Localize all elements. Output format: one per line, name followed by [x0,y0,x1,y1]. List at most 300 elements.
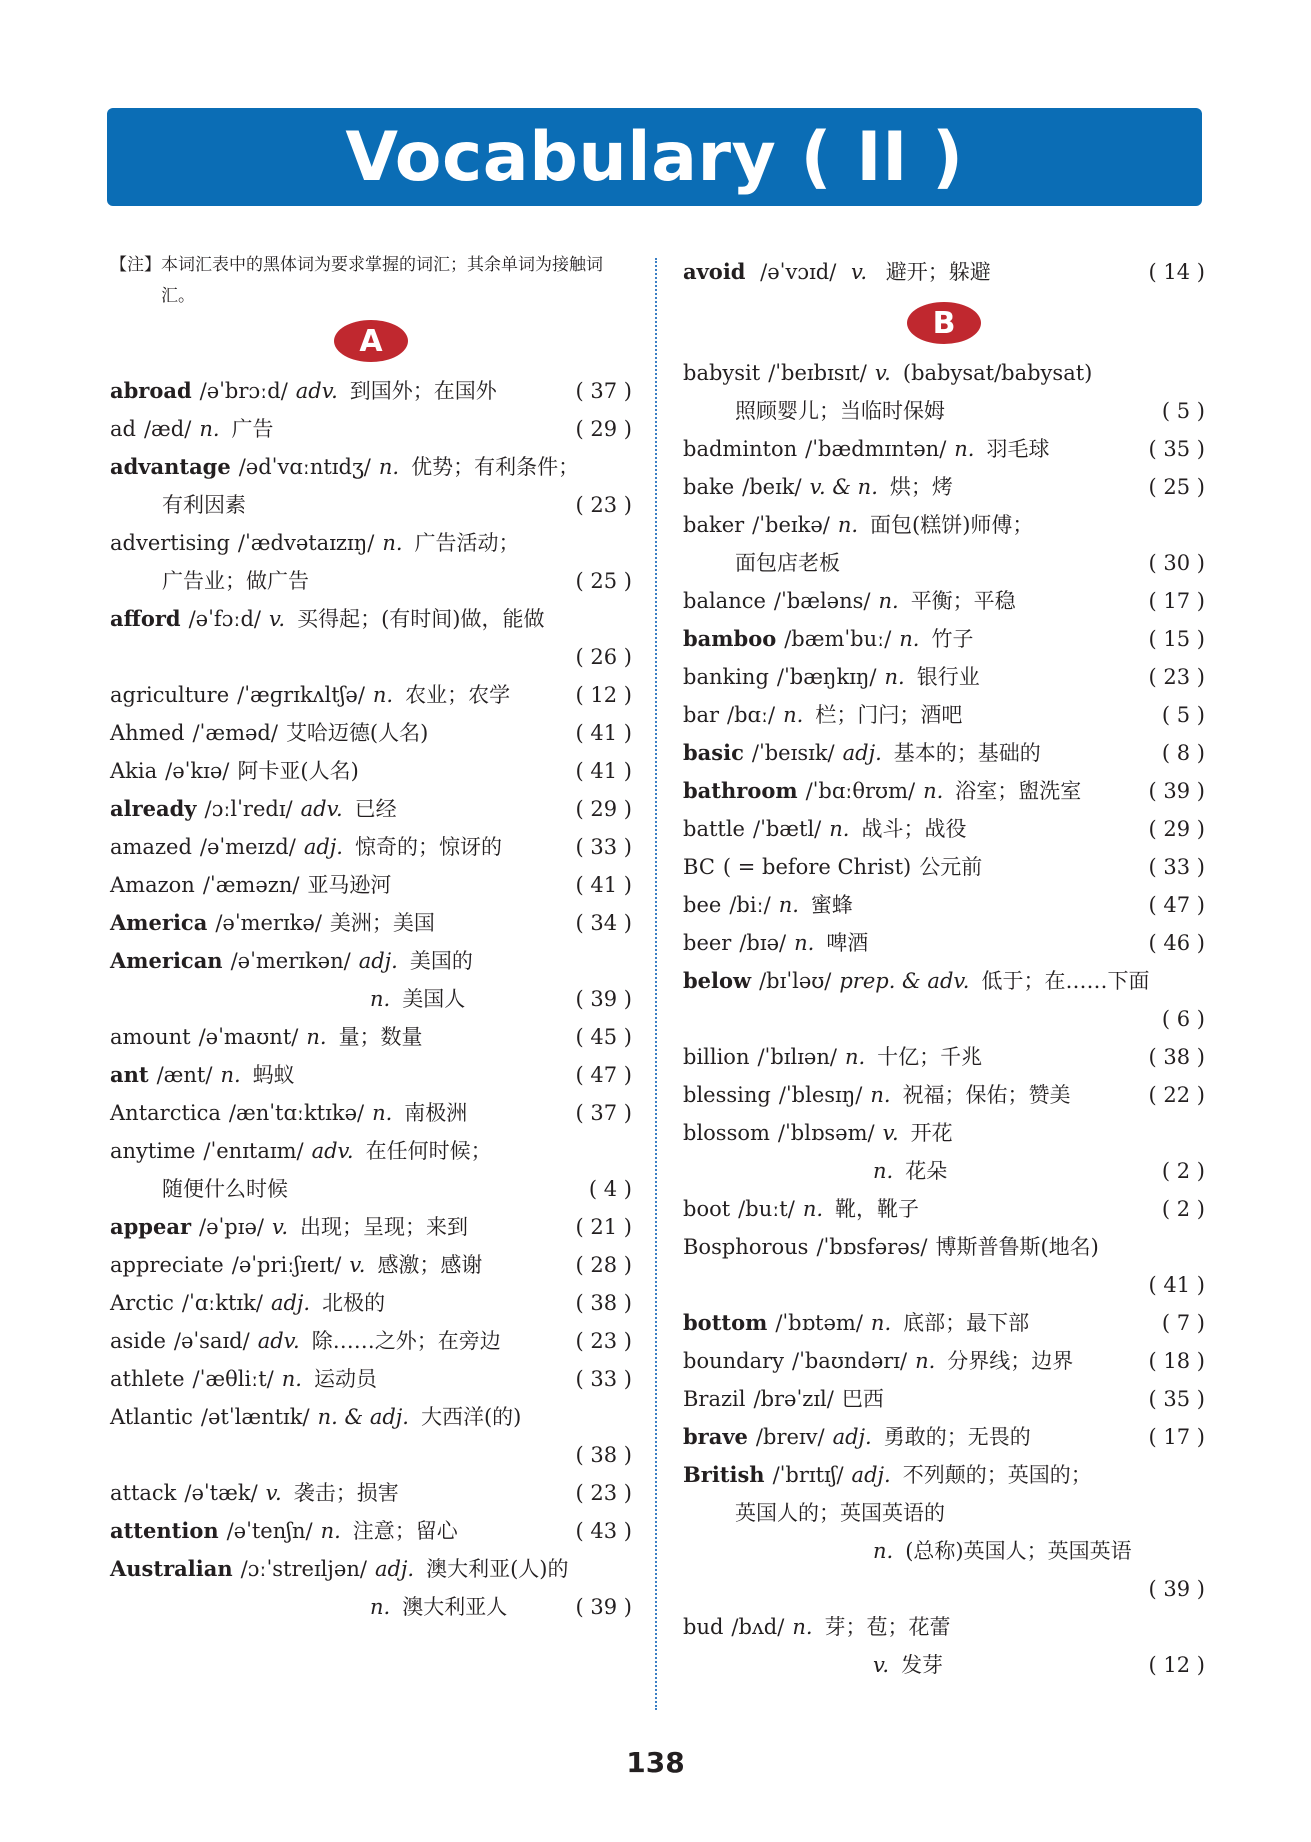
phonetic: /əˈpriːʃɪeɪt/ [231,1253,342,1277]
headword: Brazil [683,1387,746,1411]
meaning: 出现；呈现；来到 [300,1215,469,1239]
entry-line [110,524,632,562]
entry-content [110,980,560,1018]
entry-line [683,1038,1205,1076]
headword: bamboo [683,626,777,651]
meaning: 平衡；平稳 [910,589,1016,613]
entry-bake [683,468,1205,506]
meaning: 避开；躲避 [885,260,991,284]
meaning: 广告业；做广告 [162,569,309,593]
page-ref: ( 39 ) [1148,1577,1205,1601]
entry-content [110,866,560,904]
entry-content [683,1608,1133,1646]
entry-line [110,562,632,600]
entry-appreciate [110,1246,632,1284]
headword: aside [110,1329,166,1353]
headword: bathroom [683,778,798,803]
entry-advantage [110,448,632,524]
page-ref: ( 41 ) [575,721,632,745]
entry-line [110,448,632,486]
entry-line [110,600,632,638]
entry-content [110,600,560,638]
entry-content [110,1208,560,1246]
entry-line [683,1266,1205,1304]
entry-content [683,544,1133,582]
phonetic: /æd/ [143,417,192,441]
entry-below [683,962,1205,1038]
meaning: 澳大利亚人 [402,1595,508,1619]
entry-content [683,1152,1133,1190]
entry-afford [110,600,632,676]
entry-content [110,1056,560,1094]
entry-content [110,1094,560,1132]
meaning: 南极洲 [404,1101,468,1125]
entry-content [110,448,579,486]
entry-arctic [110,1284,632,1322]
headword: balance [683,589,766,613]
entry-bud [683,1608,1205,1684]
phonetic: /ænˈtɑːktɪkə/ [228,1101,365,1125]
page-ref: ( 47 ) [575,1063,632,1087]
entry-blessing [683,1076,1205,1114]
meaning: 博斯普鲁斯(地名) [935,1235,1099,1259]
entry-content [683,1494,1133,1532]
entry-ahmed [110,714,632,752]
part-of-speech: n. [792,1615,813,1639]
part-of-speech: n. [802,1197,824,1221]
page-ref: ( 47 ) [1148,893,1205,917]
part-of-speech: n. [923,779,944,803]
entry-content [683,924,1133,962]
part-of-speech: n. [878,589,899,613]
entry-content [110,1360,560,1398]
part-of-speech: v. [349,1253,366,1277]
entry-content [110,752,560,790]
meaning: 量；数量 [338,1025,423,1049]
part-of-speech: n. [370,1595,391,1619]
phonetic: /bʌd/ [731,1615,785,1639]
page-ref: ( 29 ) [1148,817,1205,841]
entry-line [110,790,632,828]
entry-content [110,676,560,714]
meaning: 注意；留心 [352,1519,458,1543]
entry-content [110,486,560,524]
part-of-speech: adj. [270,1291,311,1315]
entry-line [110,1094,632,1132]
part-of-speech: n. [372,683,394,707]
phonetic: /beɪk/ [742,475,802,499]
phonetic: /ˈbæləns/ [773,589,871,613]
entry-amount [110,1018,632,1056]
meaning: 分界线；边界 [947,1349,1074,1373]
part-of-speech: v. [265,1481,282,1505]
meaning: 艾哈迈德(人名) [285,721,429,745]
entry-line [683,1342,1205,1380]
entry-bosphorous [683,1228,1205,1304]
entry-blossom [683,1114,1205,1190]
entry-badminton [683,430,1205,468]
entry-content [683,1532,1133,1570]
meaning: 发芽 [901,1653,944,1677]
phonetic: /ˈbrɪtɪʃ/ [772,1463,844,1487]
entry-line [683,848,1205,886]
meaning: 到国外；在国外 [349,379,497,403]
phonetic: /əˈkɪə/ [165,759,230,783]
part-of-speech: v. [271,1215,289,1239]
headword: Arctic [110,1291,174,1315]
page-ref: ( 37 ) [575,379,632,403]
entry-brave [683,1418,1205,1456]
page-ref: ( 23 ) [575,493,632,517]
page-ref: ( 23 ) [575,1481,632,1505]
page-ref: ( 43 ) [575,1519,632,1543]
meaning: 低于；在……下面 [981,969,1150,993]
entry-content [683,1380,1133,1418]
entry-content [683,250,1133,294]
part-of-speech: n. [844,1045,866,1069]
meaning: 啤酒 [826,931,869,955]
entry-line [110,866,632,904]
meaning: 战斗；战役 [861,817,967,841]
phonetic: /bɑː/ [727,703,776,727]
page-ref: ( 12 ) [575,683,632,707]
entry-america [110,904,632,942]
title-banner [107,108,1202,206]
phonetic: ( = before Christ) [722,855,912,879]
phonetic: /ˈbɒsfərəs/ [816,1235,928,1259]
headword: bake [683,475,735,499]
entry-line [683,354,1205,392]
page-ref: ( 33 ) [575,1367,632,1391]
headword: Australian [110,1556,233,1581]
entry-content [110,1284,560,1322]
entry-line [110,676,632,714]
part-of-speech: n. [370,987,391,1011]
left-entry-list [110,372,632,1626]
meaning: 阿卡亚(人名) [237,759,359,783]
note-text: 本词汇表中的黑体词为要求掌握的词汇；其余单词为接触词汇。 [161,255,603,306]
headword: already [110,796,197,821]
entry-content [110,410,560,448]
phonetic: /ˈbeɪkə/ [752,513,830,537]
meaning: 运动员 [313,1367,377,1391]
entry-content [110,372,560,410]
entry-line [110,1474,632,1512]
part-of-speech: n. [873,1159,894,1183]
page-ref: ( 25 ) [575,569,632,593]
entry-aside [110,1322,632,1360]
entry-content [683,772,1133,810]
part-of-speech: adv. [311,1139,354,1163]
entry-bamboo [683,620,1205,658]
page-ref: ( 22 ) [1148,1083,1205,1107]
entry-line [683,734,1205,772]
entry-basic [683,734,1205,772]
meaning: 照顾婴儿；当临时保姆 [735,399,945,423]
entry-line [683,468,1205,506]
phonetic: /əˈsaɪd/ [173,1329,250,1353]
entry-content [110,1398,560,1436]
entry-content [110,562,560,600]
headword: beer [683,931,732,955]
part-of-speech: v. [269,607,286,631]
headword: agriculture [110,683,230,707]
part-of-speech: n. [372,1101,393,1125]
part-of-speech: n. [281,1367,302,1391]
part-of-speech: adj. [851,1463,891,1487]
meaning: 美国的 [409,949,473,973]
headword: anytime [110,1139,196,1163]
entry-avoid [683,250,1205,294]
headword: battle [683,817,745,841]
phonetic: /ˈbeɪsɪk/ [751,741,835,765]
entry-anytime [110,1132,632,1208]
meaning: 除……之外；在旁边 [311,1329,501,1353]
entry-line [110,1170,632,1208]
meaning: 开花 [910,1121,953,1145]
vocabulary-note [110,250,632,312]
meaning: 美国人 [402,987,466,1011]
entry-baker [683,506,1205,582]
headword: amount [110,1025,191,1049]
meaning: 亚马逊河 [307,873,392,897]
entry-line [110,1398,632,1436]
phonetic: /əˈtenʃn/ [226,1519,313,1543]
entry-line [683,1000,1205,1038]
phonetic: /ˈbeɪbɪsɪt/ [768,361,867,385]
phonetic: /əˈvɔɪd/ [760,260,837,284]
headword: bar [683,703,720,727]
part-of-speech: v. [874,361,891,385]
headword: badminton [683,437,798,461]
phonetic: /breɪv/ [755,1425,825,1449]
meaning: 面包(糕饼)师傅； [870,513,1034,537]
page-ref: ( 25 ) [1148,475,1205,499]
entry-content [683,620,1133,658]
entry-content [110,1132,560,1170]
headword: afford [110,606,181,631]
entry-content [110,1550,568,1588]
phonetic: /ɔːˈstreɪljən/ [240,1557,367,1581]
phonetic: /əˈmeɪzd/ [199,835,296,859]
entry-already [110,790,632,828]
entry-line [683,392,1205,430]
phonetic: /ˈbætl/ [753,817,822,841]
entry-content [683,1342,1133,1380]
entry-bc [683,848,1205,886]
column-divider [655,258,657,1710]
headword: amazed [110,835,192,859]
entry-content [683,696,1133,734]
entry-line [683,582,1205,620]
entry-content [110,524,560,562]
headword: boot [683,1197,731,1221]
entry-australian [110,1550,632,1626]
phonetic: /ˈbɪlɪən/ [757,1045,837,1069]
entry-content [683,810,1133,848]
page-title: Vocabulary ( II ) [345,117,964,197]
page-ref: ( 7 ) [1161,1311,1205,1335]
entry-content [683,848,1133,886]
headword: Akia [110,759,158,783]
page-ref: ( 23 ) [575,1329,632,1353]
phonetic: /ˈæɡrɪkʌltʃə/ [237,683,365,707]
entry-line [683,1190,1205,1228]
entry-antarctica [110,1094,632,1132]
meaning: 芽；苞；花蕾 [824,1615,951,1639]
entry-british [683,1456,1205,1608]
headword: Bosphorous [683,1235,809,1259]
meaning: 栏；门闩；酒吧 [815,703,963,727]
phonetic: /biː/ [729,893,771,917]
headword: Amazon [110,873,195,897]
headword: avoid [683,259,746,284]
page-ref: ( 45 ) [575,1025,632,1049]
part-of-speech: n. [829,817,850,841]
meaning: (总称)英国人；英国英语 [905,1539,1132,1563]
meaning: 袭击；损害 [293,1481,399,1505]
page-ref: ( 35 ) [1148,437,1205,461]
meaning: 十亿；千兆 [877,1045,983,1069]
headword: Antarctica [110,1101,221,1125]
meaning: 祝福；保佑；赞美 [902,1083,1071,1107]
entry-line [683,810,1205,848]
headword: brave [683,1424,748,1449]
entry-content [683,1456,1133,1494]
meaning: 公元前 [919,855,983,879]
meaning: 北极的 [322,1291,386,1315]
part-of-speech: n. [199,417,220,441]
entry-line [110,410,632,448]
meaning: 羽毛球 [986,437,1050,461]
phonetic: /ˈblesɪŋ/ [778,1083,863,1107]
part-of-speech: adj. [303,835,343,859]
entry-content [683,962,1149,1000]
part-of-speech: adv. [257,1329,300,1353]
headword: BC [683,855,715,879]
meaning: (babysat/babysat) [902,361,1093,385]
entry-content [683,468,1133,506]
part-of-speech: n. [306,1025,327,1049]
part-of-speech: n. [778,893,799,917]
part-of-speech: n. [899,627,920,651]
phonetic: /bæmˈbuː/ [784,627,892,651]
phonetic: /əˈmerɪkə/ [215,911,322,935]
entry-content [110,904,560,942]
entry-content [683,582,1133,620]
entry-content [683,1418,1133,1456]
meaning: 不列颠的；英国的； [902,1463,1092,1487]
meaning: 买得起；(有时间)做，能做 [297,607,545,631]
entry-beer [683,924,1205,962]
entry-amazon [110,866,632,904]
headword: ad [110,417,136,441]
part-of-speech: adj. [832,1425,872,1449]
meaning: 惊奇的；惊讶的 [354,835,502,859]
entry-line [683,658,1205,696]
phonetic: /əˈmerɪkən/ [230,949,351,973]
entry-line [683,1076,1205,1114]
entry-content [683,1114,1133,1152]
entry-content [110,1170,560,1208]
entry-content [683,1038,1133,1076]
part-of-speech: prep. & adv. [839,969,970,993]
headword: banking [683,665,769,689]
meaning: 随便什么时候 [162,1177,288,1201]
entry-line [110,1550,632,1588]
entry-content [683,1304,1133,1342]
entry-line [683,544,1205,582]
phonetic: /ˈbæŋkɪŋ/ [776,665,877,689]
entry-ant [110,1056,632,1094]
entry-line [683,962,1205,1000]
entry-line [683,1608,1205,1646]
headword: babysit [683,361,761,385]
phonetic: /ədˈvɑːntɪdʒ/ [238,455,371,479]
phonetic: /ˈɑːktɪk/ [181,1291,263,1315]
entry-line [683,1570,1205,1608]
phonetic: /əˈbrɔːd/ [199,379,288,403]
meaning: 已经 [354,797,397,821]
entry-ad [110,410,632,448]
entry-content [683,658,1133,696]
entry-athlete [110,1360,632,1398]
part-of-speech: v. [882,1121,899,1145]
meaning: 花朵 [905,1159,948,1183]
entry-content [110,1246,560,1284]
entry-boot [683,1190,1205,1228]
meaning: 澳大利亚(人)的 [426,1557,569,1581]
page-ref: ( 35 ) [1148,1387,1205,1411]
entry-content [110,1018,560,1056]
entry-line [110,372,632,410]
part-of-speech: n. [320,1519,341,1543]
page-ref: ( 23 ) [1148,665,1205,689]
entry-content [683,430,1133,468]
phonetic: /buːt/ [738,1197,795,1221]
meaning: 烘；烤 [889,475,953,499]
headword: below [683,968,752,993]
entry-boundary [683,1342,1205,1380]
page-ref: ( 4 ) [588,1177,632,1201]
headword: blossom [683,1121,770,1145]
page-ref: ( 39 ) [575,987,632,1011]
page-ref: ( 34 ) [575,911,632,935]
phonetic: /ˈblɒsəm/ [777,1121,875,1145]
part-of-speech: n. [837,513,859,537]
entry-line [110,1246,632,1284]
headword: athlete [110,1367,185,1391]
meaning: 浴室；盥洗室 [955,779,1082,803]
phonetic: /bɪə/ [739,931,787,955]
entry-line [110,1322,632,1360]
meaning: 有利因素 [162,493,246,517]
entry-content [110,1474,560,1512]
entry-bee [683,886,1205,924]
entry-line [683,696,1205,734]
entry-bottom [683,1304,1205,1342]
entry-battle [683,810,1205,848]
part-of-speech: n. [382,531,403,555]
page-number: 138 [626,1746,685,1779]
entry-attention [110,1512,632,1550]
part-of-speech: n. [870,1311,892,1335]
meaning: 美洲；美国 [329,911,435,935]
entry-billion [683,1038,1205,1076]
meaning: 感激；感谢 [377,1253,483,1277]
part-of-speech: adv. [295,379,338,403]
entry-line [110,638,632,676]
